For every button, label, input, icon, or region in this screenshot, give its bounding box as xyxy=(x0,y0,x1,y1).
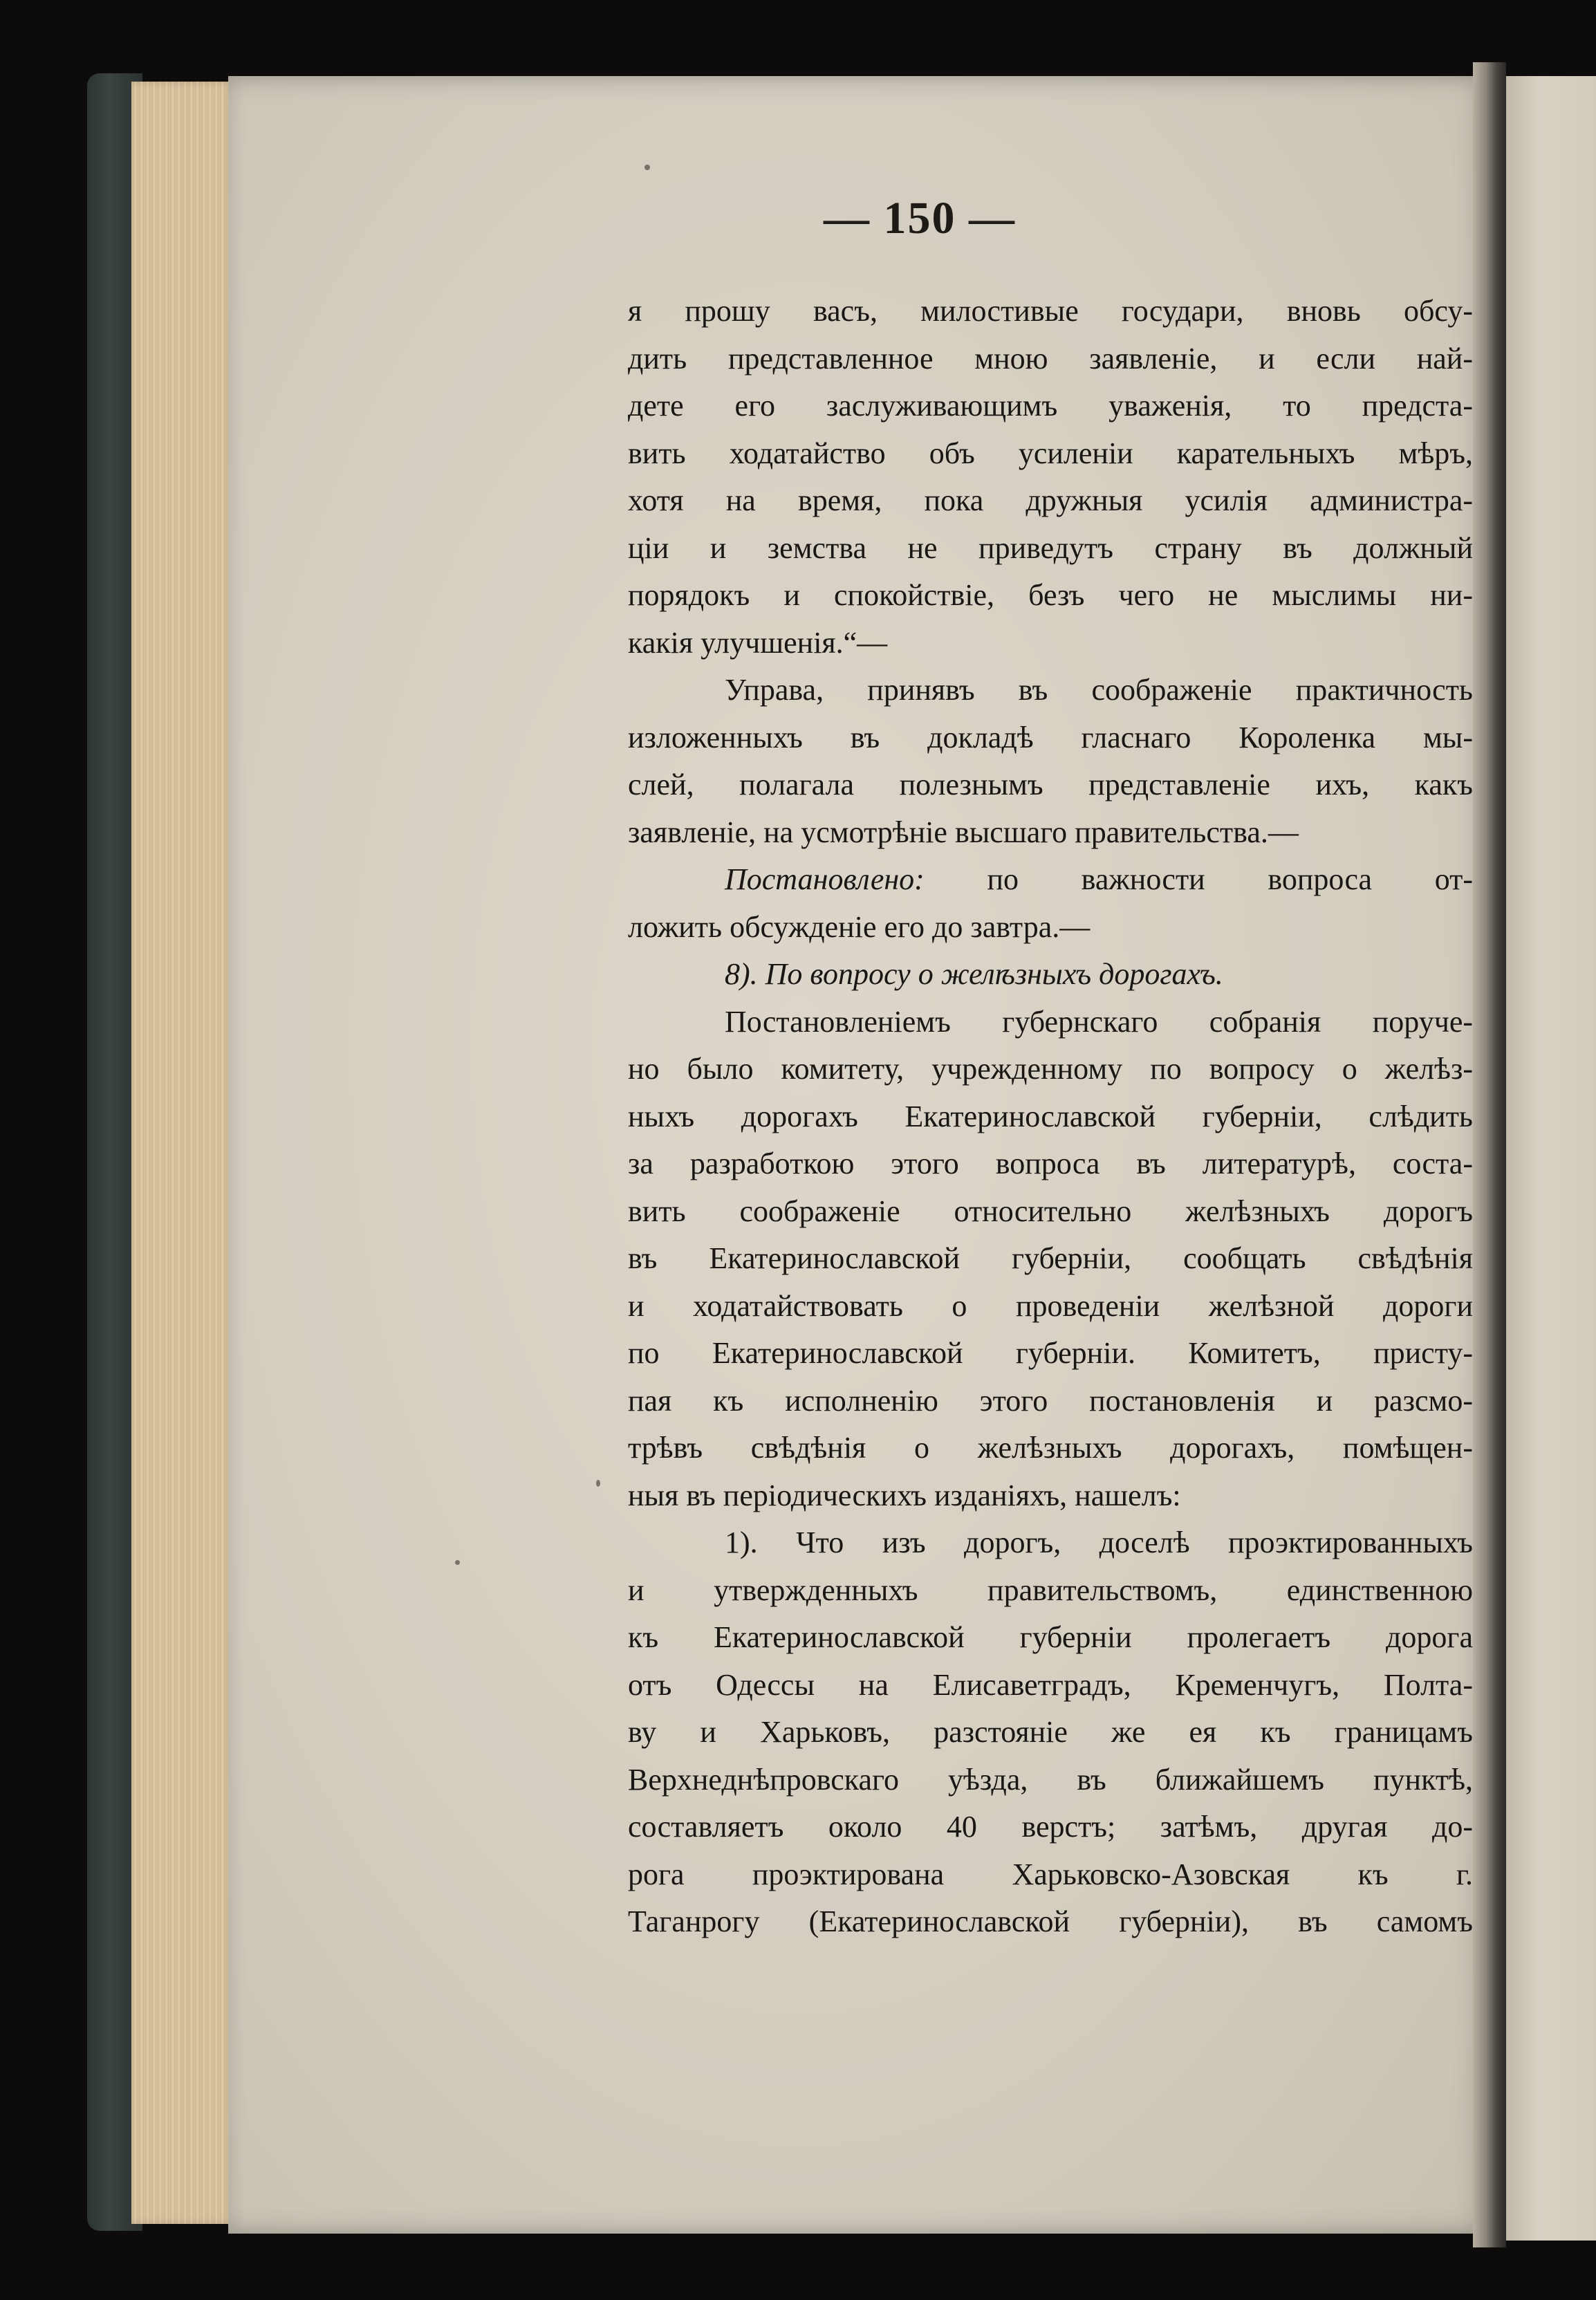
text-line: рога проэктирована Харьковско-Азовская къ г. xyxy=(628,1857,1473,1891)
text-line: порядокъ и спокойствіе, безъ чего не мыслимы ни- xyxy=(628,578,1473,612)
text-line: Таганрогу (Екатеринославской губерніи), въ самомъ xyxy=(628,1904,1473,1938)
text-line: за разработкою этого вопроса въ литературѣ, соста- xyxy=(628,1147,1473,1180)
text-line: я прошу васъ, милостивые государи, вновь обсу- xyxy=(628,294,1473,328)
text-line: ву и Харьковъ, разстояніе же ея къ границамъ xyxy=(628,1715,1473,1749)
text-line: и ходатайствовать о проведеніи желѣзной дороги xyxy=(628,1288,1473,1323)
page-number: — 150 — xyxy=(824,193,1016,243)
text-line: ціи и земства не приведутъ страну въ должный xyxy=(628,530,1473,565)
text-line: хотя на время, пока дружныя усилія администра- xyxy=(628,483,1473,517)
text-line: какія улучшенія.“— xyxy=(628,625,888,660)
text-line: вить ходатайство объ усиленіи карательныхъ мѣръ, xyxy=(628,436,1473,470)
text-line: Постановлено: по важности вопроса от- xyxy=(725,862,1473,896)
text-line: слей, полагала полезнымъ представленіе ихъ, какъ xyxy=(628,768,1473,801)
text-line: Постановленіемъ губернскаго собранія поруче- xyxy=(725,1004,1473,1039)
text-line: и утвержденныхъ правительствомъ, единственною xyxy=(628,1573,1473,1607)
text-line: трѣвъ свѣдѣнія о желѣзныхъ дорогахъ, помѣщен- xyxy=(628,1431,1473,1465)
text-line: ныя въ періодическихъ изданіяхъ, нашелъ: xyxy=(628,1478,1181,1512)
page-text xyxy=(628,288,1473,1946)
paper-speck xyxy=(644,165,650,170)
text-line: пая къ исполненію этого постановленія и разсмо- xyxy=(628,1383,1473,1418)
text-line: по Екатеринославской губерніи. Комитетъ, присту- xyxy=(628,1336,1473,1370)
paper-speck xyxy=(596,1480,600,1487)
page-edges xyxy=(131,82,235,2224)
text-line: заявленіе, на усмотрѣніе высшаго правительства.— xyxy=(628,815,1299,849)
text-line: дить представленное мною заявленіе, и если най- xyxy=(628,341,1473,375)
text-line: изложенныхъ въ докладѣ гласнаго Короленка мы- xyxy=(628,720,1473,754)
text-line: въ Екатеринославской губерніи, сообщать свѣдѣнія xyxy=(628,1241,1473,1275)
text-line: дете его заслуживающимъ уваженія, то предста- xyxy=(628,389,1473,423)
text-line: но было комитету, учрежденному по вопросу о желѣз- xyxy=(628,1052,1473,1086)
text-line: Верхнеднѣпровскаго уѣзда, въ ближайшемъ пунктѣ, xyxy=(628,1762,1473,1797)
text-line: ложить обсужденіе его до завтра.— xyxy=(628,909,1091,944)
text-line: Управа, принявъ въ соображеніе практичность xyxy=(725,673,1473,707)
facing-page-edge xyxy=(1501,76,1596,2241)
text-line: къ Екатеринославской губерніи пролегаетъ дорога xyxy=(628,1620,1473,1654)
text-line: составляетъ около 40 верстъ; затѣмъ, другая до- xyxy=(628,1810,1473,1844)
text-line: вить соображеніе относительно желѣзныхъ дорогъ xyxy=(628,1194,1473,1228)
page-gutter xyxy=(1473,62,1506,2247)
text-line: 1). Что изъ дорогъ, доселѣ проэктированныхъ xyxy=(725,1525,1473,1559)
text-line: 8). По вопросу о желѣзныхъ дорогахъ. xyxy=(725,957,1223,991)
text-line: отъ Одессы на Елисаветградъ, Кременчугъ, Полта- xyxy=(628,1667,1473,1702)
text-line: ныхъ дорогахъ Екатеринославской губерніи, слѣдить xyxy=(628,1099,1473,1133)
paper-speck xyxy=(455,1560,460,1565)
